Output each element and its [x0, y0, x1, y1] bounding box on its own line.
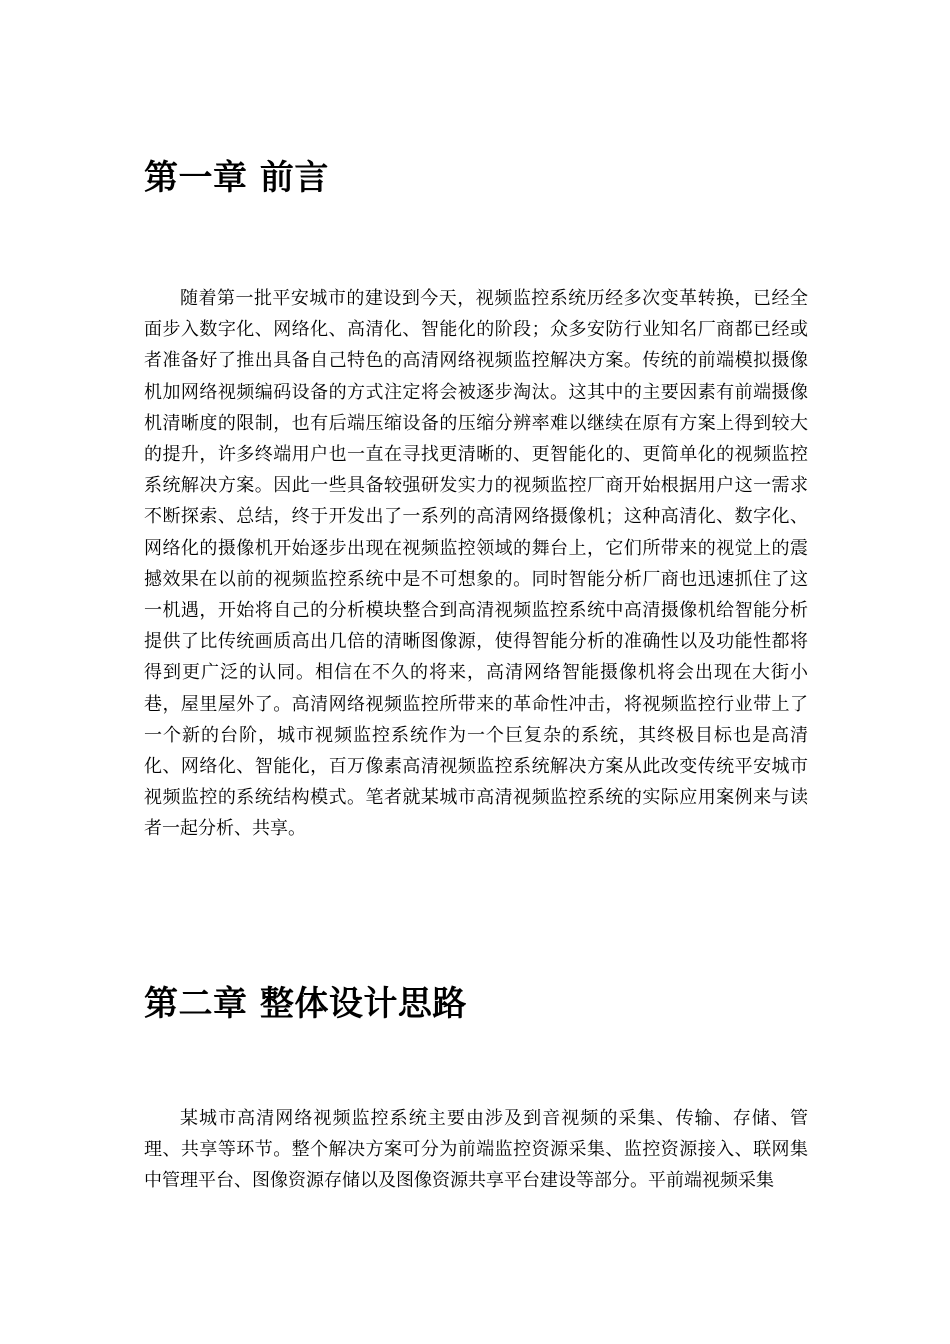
chapter-1-title: 第一章 前言 [144, 158, 329, 198]
chapter-2-paragraph: 某城市高清网络视频监控系统主要由涉及到音视频的采集、传输、存储、管理、共享等环节。整个解决方案可分为前端监控资源采集、监控资源接入、联网集中管理平台、图像资源存储以及图像资源共享平台建设等部分。平前端视频采集 [144, 1108, 808, 1192]
chapter-2-title: 第二章 整体设计思路 [144, 984, 467, 1024]
chapter-1-paragraph: 随着第一批平安城市的建设到今天，视频监控系统历经多次变革转换，已经全面步入数字化、网络化、高清化、智能化的阶段；众多安防行业知名厂商都已经或者准备好了推出具备自己特色的高清网络视频监控解决方案。传统的前端模拟摄像机加网络视频编码设备的方式注定将会被逐步淘汰。这其中的主要因素有前端摄像机清晰度的限制，也有后端压缩设备的压缩分辨率难以继续在原有方案上得到较大的提升，许多终端用户也一直在寻找更清晰的、更智能化的、更简单化的视频监控系统解决方案。因此一些具备较强研发实力的视频监控厂商开始根据用户这一需求不断探索、总结，终于开发出了一系列的高清网络摄像机；这种高清化、数字化、网络化的摄像机开始逐步出现在视频监控领域的舞台上，它们所带来的视觉上的震撼效果在以前的视频监控系统中是不可想象的。同时智能分析厂商也迅速抓住了这一机遇，开始将自己的分析模块整合到高清视频监控系统中高清摄像机给智能分析提供了比传统画质高出几倍的清晰图像源，使得智能分析的准确性以及功能性都将得到更广泛的认同。相信在不久的将来，高清网络智能摄像机将会出现在大街小巷，屋里屋外了。高清网络视频监控所带来的革命性冲击，将视频监控行业带上了一个新的台阶，城市视频监控系统作为一个巨复杂的系统，其终极目标也是高清化、网络化、智能化，百万像素高清视频监控系统解决方案从此改变传统平安城市视频监控的系统结构模式。笔者就某城市高清视频监控系统的实际应用案例来与读者一起分析、共享。 [144, 288, 808, 840]
